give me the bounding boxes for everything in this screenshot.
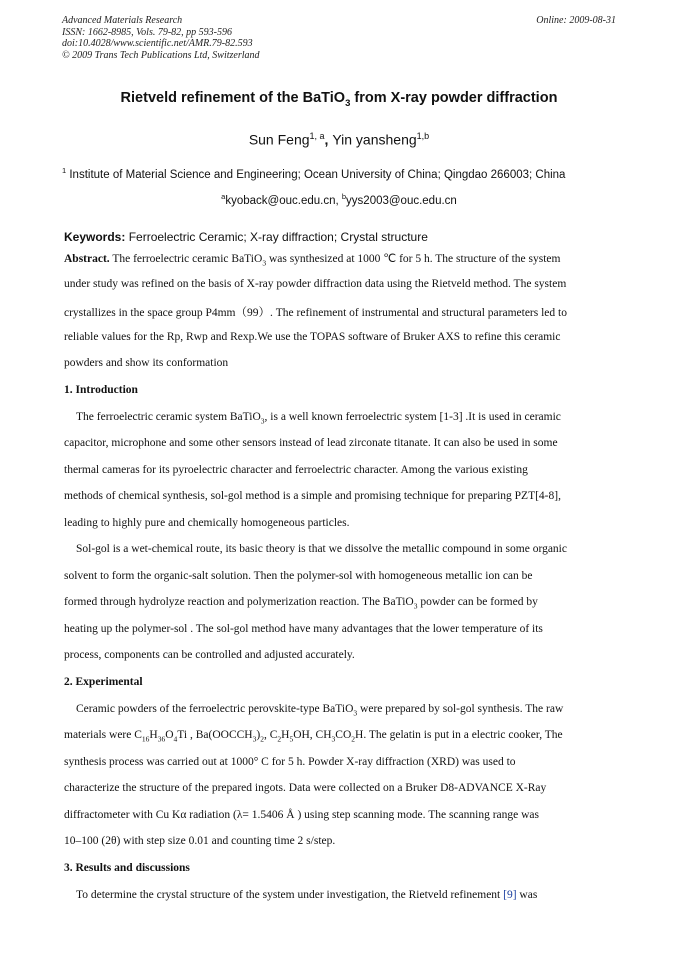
text: , is a well known ferroelectric system [1-3] .It is used in ceramic (264, 410, 561, 423)
paragraph-line: methods of chemical synthesis, sol-gol method is a simple and promising technique for preparing PZT[4-8], (64, 490, 561, 502)
abstract-text: was synthesized at 1000 ℃ for 5 h. The structure of the system (266, 253, 561, 265)
subscript: 3 (353, 707, 358, 717)
subscript: 2 (277, 734, 282, 744)
author-2: Yin yansheng (332, 131, 417, 148)
text: O (165, 729, 174, 741)
subscript: 5 (289, 734, 294, 744)
keywords-text: Ferroelectric Ceramic; X-ray diffraction; Crystal structure (125, 230, 428, 244)
keywords-label: Keywords: (64, 230, 126, 244)
affiliation-text: Institute of Material Science and Engineering; Ocean University of China; Qingdao 266003; China (66, 168, 566, 181)
subscript: 3 (260, 415, 265, 425)
paragraph-line: heating up the polymer-sol . The sol-gol method have many advantages that the lower temperature of its (64, 622, 543, 635)
text: powder can be formed by (417, 596, 538, 608)
online-date: Online: 2009-08-31 (536, 15, 616, 26)
subscript: 36 (157, 734, 166, 744)
abstract-line (64, 251, 560, 267)
text: OH, CH (293, 729, 332, 741)
paragraph-line: synthesis process was carried out at 1000° C for 5 h. Powder X-ray diffraction (XRD) was used to (64, 755, 516, 768)
title-text-end: from X-ray powder diffraction (350, 90, 558, 106)
issn: ISSN: 1662-8985, Vols. 79-82, pp 593-596 (62, 26, 232, 38)
text: CO (335, 729, 352, 741)
text: were prepared by sol-gol synthesis. The raw (357, 702, 564, 715)
journal-meta (62, 15, 616, 61)
title-text: Rietveld refinement of the BaTiO (120, 90, 346, 106)
text: Ceramic powders of the ferroelectric perovskite-type BaTiO (76, 702, 354, 715)
affiliation (62, 166, 622, 181)
text: The ferroelectric ceramic system BaTiO (76, 410, 261, 423)
abstract-line: under study was refined on the basis of X-ray powder diffraction data using the Rietveld method. The system (64, 277, 567, 290)
authors (0, 131, 678, 148)
paper-title (0, 90, 678, 109)
emails (0, 192, 678, 207)
paragraph-line (76, 703, 563, 717)
subscript: 3 (413, 601, 418, 611)
subscript: 2 (351, 734, 356, 744)
email-b[interactable]: yys2003@ouc.edu.cn (346, 194, 457, 207)
section-heading: 1. Introduction (64, 384, 138, 396)
subscript: 3 (262, 258, 267, 268)
paragraph-line (76, 411, 561, 425)
author-2-sup: 1,b (416, 131, 430, 141)
paragraph-line: Sol-gol is a wet-chemical route, its basic theory is that we dissolve the metallic compound in some organic (76, 543, 567, 555)
paragraph-line: leading to highly pure and chemically homogeneous particles. (64, 516, 350, 529)
paragraph-line: solvent to form the organic-salt solution. Then the polymer-sol with homogeneous metallic ion can be (64, 569, 533, 582)
text: formed through hydrolyze reaction and polymerization reaction. The BaTiO (64, 596, 414, 608)
text: H (281, 729, 290, 741)
author-1-sup: 1, a (309, 131, 325, 141)
text: H. The gelatin is put in a electric cooker, The (355, 729, 563, 741)
abstract-line: reliable values for the Rp, Rwp and Rexp.We use the TOPAS software of Bruker AXS to refine this ceramic (64, 330, 561, 343)
text: H (149, 729, 158, 741)
paragraph-line: process, components can be controlled and adjusted accurately. (64, 649, 355, 661)
subscript: 16 (141, 734, 150, 744)
email-a[interactable]: kyoback@ouc.edu.cn, (225, 194, 342, 207)
abstract-line: powders and show its conformation (64, 357, 229, 369)
paragraph-line: capacitor, microphone and some other sensors instead of lead zirconate titanate. It can also be used in some (64, 437, 558, 449)
journal-name: Advanced Materials Research (62, 15, 183, 26)
doi: doi:10.4028/www.scientific.net/AMR.79-82.593 (62, 38, 253, 49)
title-subscript: 3 (345, 97, 351, 109)
subscript: 3 (331, 734, 336, 744)
subscript: 2 (260, 734, 264, 744)
paragraph-line: diffractometer with Cu Kα radiation (λ= 1.5406 Å ) using step scanning mode. The scanning range was (64, 808, 539, 821)
reference-link[interactable]: [9] (503, 888, 517, 901)
text: was (516, 888, 538, 901)
abstract-text: The ferroelectric ceramic BaTiO (109, 253, 263, 265)
author-separator: , (324, 131, 333, 148)
copyright: © 2009 Trans Tech Publications Ltd, Switzerland (62, 49, 260, 61)
paragraph-line: thermal cameras for its pyroelectric character and ferroelectric character. Among the various existing (64, 463, 528, 476)
email-b-sup: b (341, 192, 347, 201)
paragraph-line (76, 889, 537, 901)
subscript: 4 (173, 734, 178, 744)
paragraph-line (64, 729, 563, 743)
paragraph-line (64, 596, 538, 610)
email-a-sup: a (221, 192, 226, 201)
section-heading: 2. Experimental (64, 676, 143, 688)
abstract-label: Abstract. (64, 253, 110, 265)
abstract-line: crystallizes in the space group P4mm（99）. The refinement of instrumental and structural parameters led to (64, 307, 567, 319)
paragraph-line: 10–100 (2θ) with step size 0.01 and counting time 2 s/step. (64, 835, 336, 847)
text: , C (263, 729, 278, 741)
text: ) (256, 729, 261, 741)
text: materials were C (64, 729, 142, 741)
subscript: 3 (252, 734, 257, 744)
section-heading: 3. Results and discussions (64, 862, 190, 874)
text: To determine the crystal structure of the system under investigation, the Rietveld refinement (76, 888, 504, 901)
keywords (64, 230, 624, 244)
text: Ti , Ba(OOCCH (177, 729, 253, 741)
paragraph-line: characterize the structure of the prepared ingots. Data were collected on a Bruker D8-ADVANCE X-Ray (64, 782, 547, 794)
author-1: Sun Feng (248, 131, 310, 148)
affiliation-sup: 1 (62, 166, 67, 175)
